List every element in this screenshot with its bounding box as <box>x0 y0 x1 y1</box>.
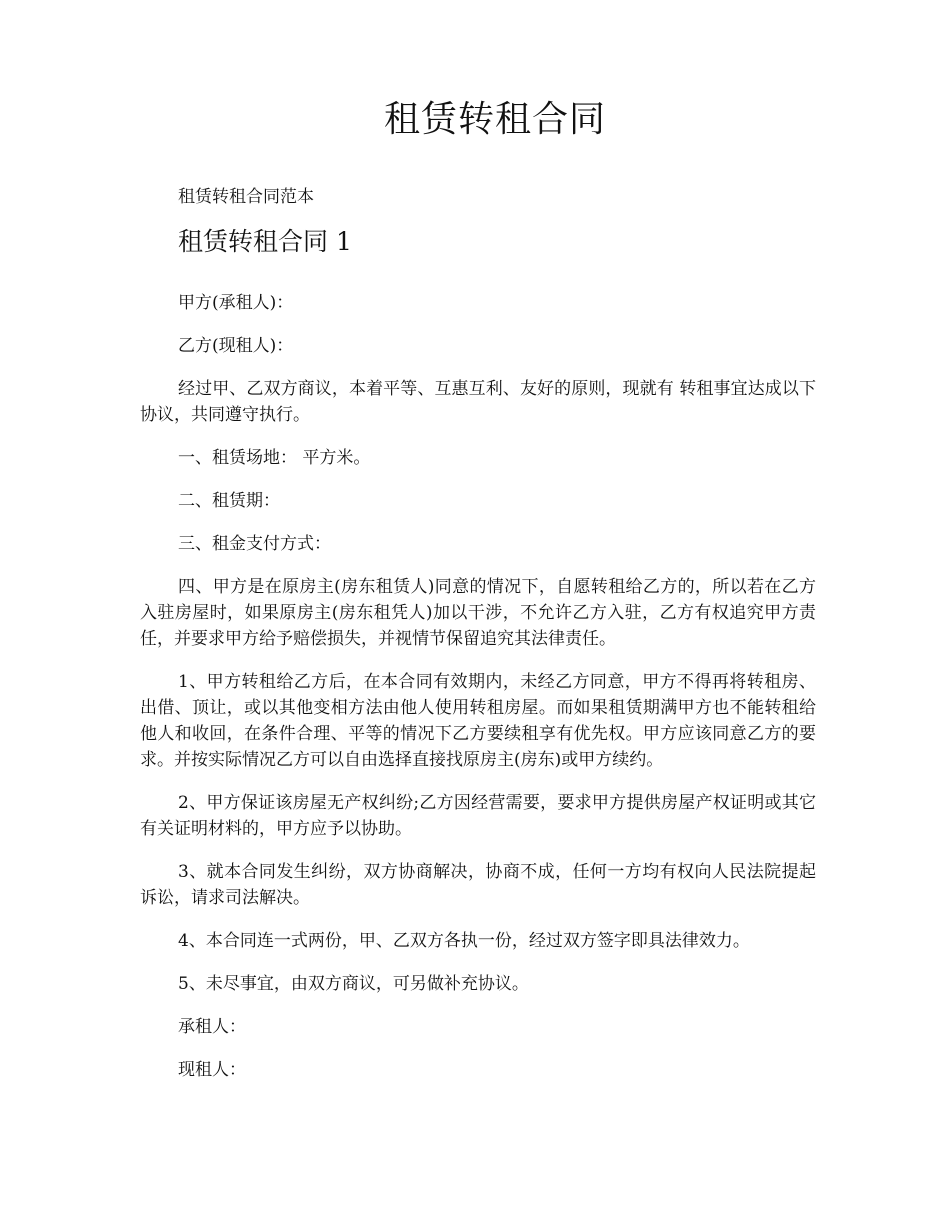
preamble-paragraph: 经过甲、乙双方商议，本着平等、互惠互利、友好的原则，现就有 转租事宜达成以下协议，共同遵守执行。 <box>140 379 816 425</box>
clause-item-5: 5、未尽事宜，由双方商议，可另做补充协议。 <box>178 974 529 994</box>
clause-rental-period: 二、租赁期： <box>178 491 280 511</box>
contract-body <box>140 290 816 1100</box>
clause-item-1: 1、甲方转租给乙方后，在本合同有效期内，未经乙方同意，甲方不得再将转租房、出借、顶让，或以其他变相方法由他人使用转租房屋。而如果租赁期满甲方也不能转租给他人和收回，在条件合理、平等的情况下乙方要续租享有优先权。甲方应该同意乙方的要求。并按实际情况乙方可以自由选择直接找原房主(房东)或甲方续约。 <box>140 672 816 770</box>
clause-item-2: 2、甲方保证该房屋无产权纠纷;乙方因经营需要，要求甲方提供房屋产权证明或其它有关证明材料的，甲方应予以协助。 <box>140 793 816 839</box>
clause-item-3: 3、就本合同发生纠纷，双方协商解决，协商不成，任何一方均有权向人民法院提起诉讼，请求司法解决。 <box>140 862 816 908</box>
clause-payment-method: 三、租金支付方式： <box>178 534 331 554</box>
party-b-line: 乙方(现租人)： <box>178 336 294 356</box>
signature-current-tenant: 现租人： <box>178 1060 246 1080</box>
party-a-line: 甲方(承租人)： <box>178 293 294 313</box>
clause-item-4: 4、本合同连一式两份，甲、乙双方各执一份，经过双方签字即具法律效力。 <box>178 931 750 951</box>
document-title: 租赁转租合同 <box>383 99 606 140</box>
clause-four: 四、甲方是在原房主(房东租赁人)同意的情况下，自愿转租给乙方的，所以若在乙方入驻房屋时，如果原房主(房东租凭人)加以干涉，不允许乙方入驻，乙方有权追究甲方责任，并要求甲方给予赔偿损失，并视情节保留追究其法律责任。 <box>140 577 816 649</box>
document-subtitle: 租赁转租合同范本 <box>178 187 314 207</box>
signature-lessee: 承租人： <box>178 1017 246 1037</box>
clause-rental-area: 一、租赁场地： 平方米。 <box>178 448 371 468</box>
section-heading: 租赁转租合同 1 <box>178 227 352 256</box>
